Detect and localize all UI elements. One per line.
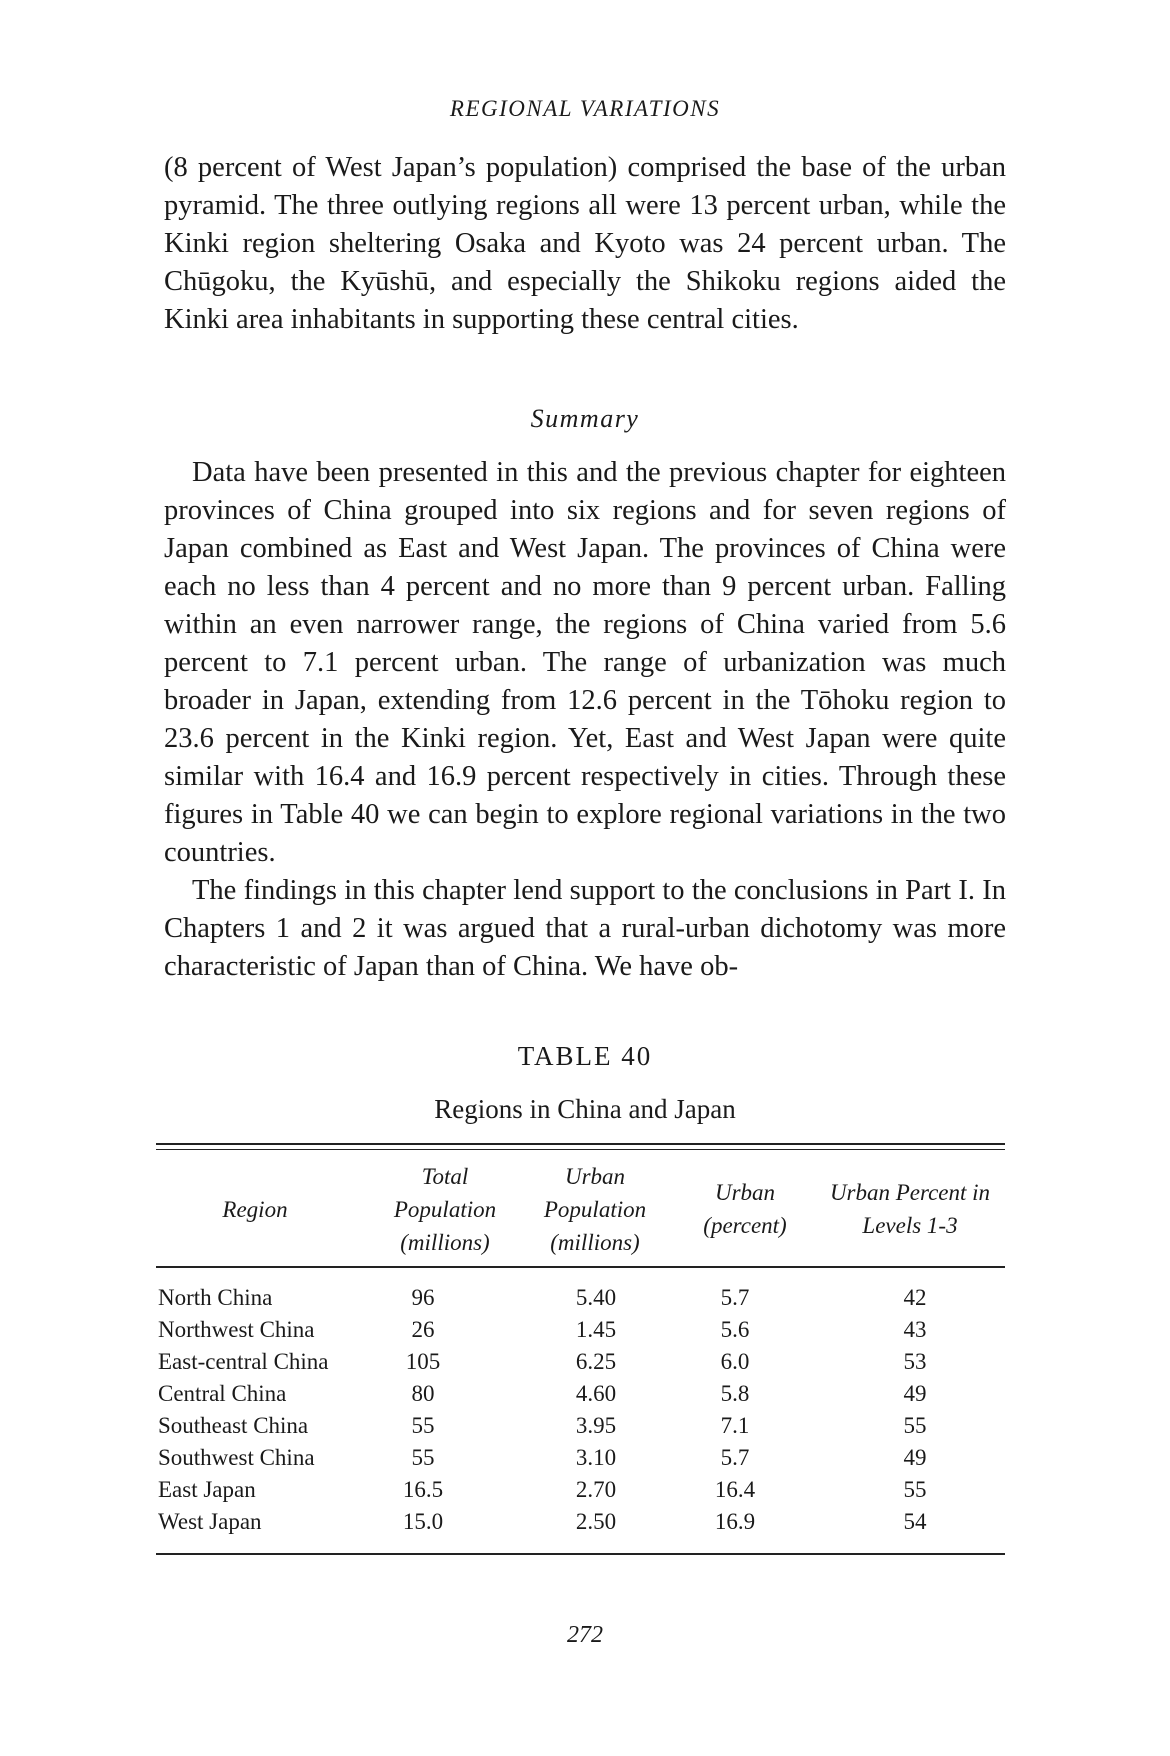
header-line: Region: [222, 1197, 288, 1222]
column-header-urban-percent: [680, 1176, 810, 1242]
cell-urban-population: 3.10: [575, 1445, 617, 1470]
header-line: (millions): [550, 1230, 640, 1255]
cell-levels: 49: [903, 1445, 927, 1470]
header-line: (percent): [703, 1213, 787, 1238]
cell-total-population: 55: [411, 1445, 435, 1470]
cell-urban-population: 2.70: [575, 1477, 617, 1502]
cell-levels: 55: [903, 1413, 927, 1438]
cell-urban-percent: 7.1: [720, 1413, 750, 1438]
cell-region: West Japan: [158, 1509, 262, 1534]
column-header-urban-percent-levels: [815, 1176, 1005, 1242]
cell-region: East Japan: [158, 1477, 256, 1502]
running-head: REGIONAL VARIATIONS: [449, 96, 721, 121]
column-header-total-population: [375, 1160, 515, 1259]
section-heading: Summary: [530, 404, 640, 433]
cell-total-population: 16.5: [402, 1477, 444, 1502]
cell-urban-percent: 6.0: [720, 1349, 750, 1374]
column-header-urban-population: [530, 1160, 660, 1259]
header-line: Urban: [564, 1164, 626, 1189]
cell-region: Northwest China: [158, 1317, 315, 1342]
header-line: Levels 1-3: [862, 1213, 958, 1238]
cell-urban-percent: 5.6: [720, 1317, 750, 1342]
table-row: [0, 1378, 1170, 1410]
header-line: Population: [543, 1197, 647, 1222]
table-row: [0, 1346, 1170, 1378]
table-row: [0, 1442, 1170, 1474]
cell-urban-percent: 5.8: [720, 1381, 750, 1406]
table-bottom-rule: [156, 1553, 1005, 1555]
cell-urban-population: 6.25: [575, 1349, 617, 1374]
cell-urban-population: 4.60: [575, 1381, 617, 1406]
cell-urban-percent: 16.9: [714, 1509, 756, 1534]
table-row: [0, 1410, 1170, 1442]
cell-region: Southwest China: [158, 1445, 315, 1470]
cell-region: East-central China: [158, 1349, 329, 1374]
cell-urban-percent: 16.4: [714, 1477, 756, 1502]
header-line: (millions): [400, 1230, 490, 1255]
cell-region: Central China: [158, 1381, 287, 1406]
header-line: Population: [393, 1197, 497, 1222]
cell-levels: 42: [903, 1285, 927, 1310]
table-header-rule: [156, 1266, 1005, 1268]
paragraph-block-1: [164, 149, 1006, 339]
cell-urban-population: 3.95: [575, 1413, 617, 1438]
cell-total-population: 80: [411, 1381, 435, 1406]
table-top-rule: [156, 1143, 1005, 1145]
cell-levels: 49: [903, 1381, 927, 1406]
cell-region: North China: [158, 1285, 273, 1310]
table-label: TABLE 40: [517, 1041, 653, 1071]
cell-region: Southeast China: [158, 1413, 309, 1438]
header-line: Urban: [714, 1180, 776, 1205]
cell-total-population: 15.0: [402, 1509, 444, 1534]
cell-levels: 55: [903, 1477, 927, 1502]
table-row: [0, 1282, 1170, 1314]
table-top-rule-thin: [156, 1149, 1005, 1150]
table-row: [0, 1474, 1170, 1506]
table-row: [0, 1506, 1170, 1538]
cell-urban-percent: 5.7: [720, 1285, 750, 1310]
cell-total-population: 96: [411, 1285, 435, 1310]
table-body: [0, 1282, 1170, 1538]
table-row: [0, 1314, 1170, 1346]
header-line: Urban Percent in: [829, 1180, 991, 1205]
paragraph: (8 percent of West Japan’s population) comprised the base of the urban pyramid. The three outlying regions all were 13 percent urban, while the Kinki region sheltering Osaka and Kyoto was 24 percent urban. The Chūgoku, the Kyūshū, and especially the Shikoku regions aided the Kinki area inhabitants in supporting these central cities.: [164, 152, 1006, 335]
cell-levels: 43: [903, 1317, 927, 1342]
paragraph: Data have been presented in this and the previous chapter for eighteen provinces of China grouped into six regions and for seven regions of Japan combined as East and West Japan. The provinces of China were each no less than 4 percent and no more than 9 percent urban. Falling within an even narrower range, the regions of China varied from 5.6 percent to 7.1 percent urban. The range of urbanization was much broader in Japan, extending from 12.6 percent in the Tōhoku region to 23.6 percent in the Kinki region. Yet, East and West Japan were quite similar with 16.4 and 16.9 percent respectively in cities. Through these figures in Table 40 we can begin to explore regional variations in the two countries.: [164, 457, 1006, 868]
cell-urban-population: 2.50: [575, 1509, 617, 1534]
header-line: Total: [421, 1164, 469, 1189]
paragraph: The findings in this chapter lend support to the conclusions in Part I. In Chapters 1 and 2 it was argued that a rural-urban dichotomy was more characteristic of Japan than of China. We have ob-: [164, 875, 1006, 982]
cell-urban-population: 1.45: [575, 1317, 617, 1342]
cell-urban-percent: 5.7: [720, 1445, 750, 1470]
paragraph-block-2: [164, 454, 1006, 986]
cell-urban-population: 5.40: [575, 1285, 617, 1310]
cell-total-population: 105: [405, 1349, 441, 1374]
cell-levels: 54: [903, 1509, 927, 1534]
page-number: 272: [567, 1622, 603, 1648]
cell-total-population: 26: [411, 1317, 435, 1342]
table-caption: Regions in China and Japan: [434, 1094, 736, 1124]
column-header-region: [190, 1193, 320, 1226]
cell-total-population: 55: [411, 1413, 435, 1438]
cell-levels: 53: [903, 1349, 927, 1374]
